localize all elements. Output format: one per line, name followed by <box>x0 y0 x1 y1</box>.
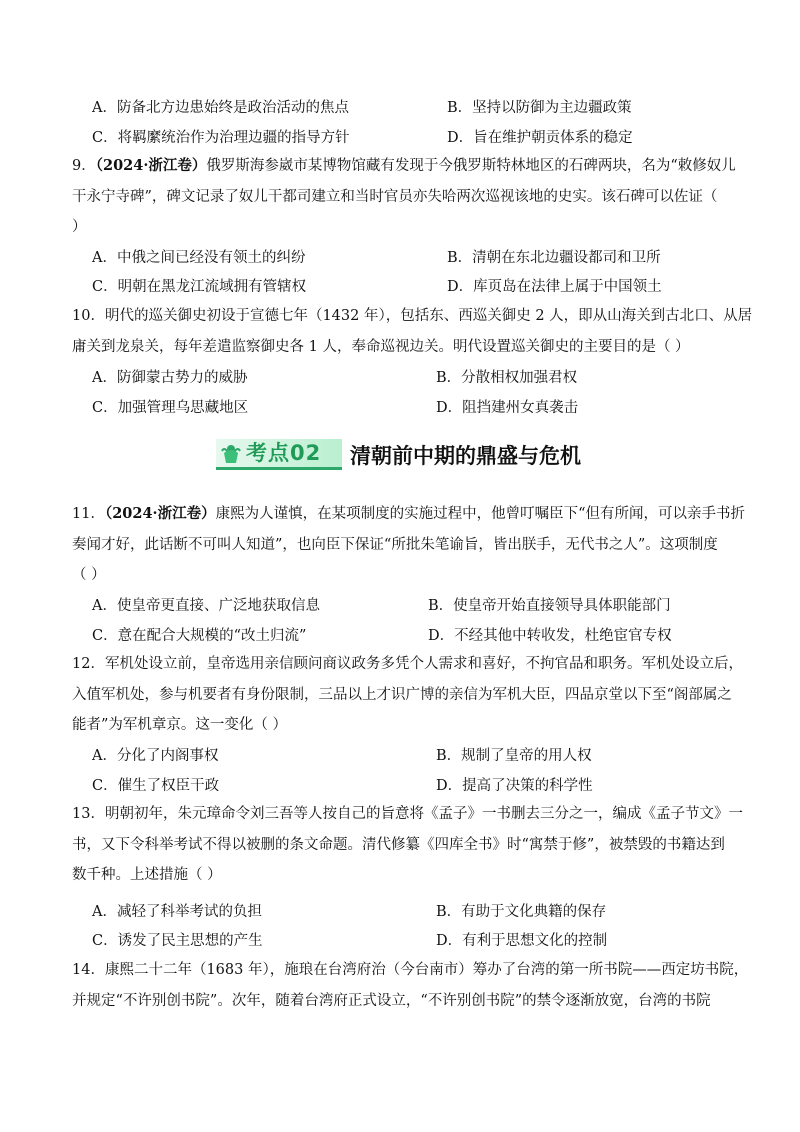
q14-line-2: 并规定“不许别创书院”。次年，随着台湾府正式设立，“不许别创书院”的禁令逐渐放宽，台湾的书院 <box>72 993 711 1009</box>
q11-option-d: D．不经其他中转收发，杜绝宦官专权 <box>428 628 672 644</box>
q9-option-c: C．明朝在黑龙江流域拥有管辖权 <box>92 279 307 295</box>
q9-option-d: D．库页岛在法律上属于中国领土 <box>447 279 662 295</box>
section-badge-label: 考点02 <box>246 441 322 465</box>
q12-line-1: 12．军机处设立前，皇帝选用亲信顾问商议政务多凭个人需求和喜好，不拘官品和职务。军机处设立后， <box>72 656 743 672</box>
q9-line-2: 干永宁寺碑”，碑文记录了奴儿干都司建立和当时官员亦失哈两次巡视该地的史实。该石碑可以佐证（ <box>72 189 718 205</box>
q9-option-b: B．清朝在东北边疆设都司和卫所 <box>447 250 661 266</box>
q10-option-d: D．阻挡建州女真袭击 <box>436 400 579 416</box>
q9-source: （2024·浙江卷） <box>95 157 207 174</box>
q8-option-c: C．将羁縻统治作为治理边疆的指导方针 <box>92 130 350 146</box>
q12-option-c: C．催生了权臣干政 <box>92 778 220 794</box>
q8-option-b: B．坚持以防御为主边疆政策 <box>447 100 632 116</box>
q14-line-1: 14．康熙二十二年（1683 年），施琅在台湾府治（今台南市）筹办了台湾的第一所书院——西定坊书院， <box>72 962 749 978</box>
section-badge <box>216 439 342 470</box>
q13-line-3: 数千种。上述措施（ ） <box>72 867 222 883</box>
q12-line-2: 入值军机处，参与机要者有身份限制，三品以上才识广博的亲信为军机大臣，四品京堂以下至“阁部属之 <box>72 687 732 703</box>
q12-option-b: B．规制了皇帝的用人权 <box>436 748 592 764</box>
q10-option-b: B．分散相权加强君权 <box>436 370 578 386</box>
q11-number: 11． <box>72 506 105 522</box>
q11-option-a: A．使皇帝更直接、广泛地获取信息 <box>92 598 320 614</box>
q11-line-1 <box>72 504 745 524</box>
q11-text-1: 康熙为人谨慎，在某项制度的实施过程中，他曾叮嘱臣下“但有所闻，可以亲手书折 <box>215 506 746 522</box>
q12-option-d: D．提高了决策的科学性 <box>436 778 593 794</box>
q9-number: 9． <box>72 158 96 174</box>
q9-line-1 <box>72 156 736 176</box>
q9-option-a: A．中俄之间已经没有领土的纠纷 <box>92 250 306 266</box>
q11-line-2: 奏闻才好，此话断不可叫人知道”，也向臣下保证“所批朱笔谕旨，皆出朕手，无代书之人”。这项制度 <box>72 537 718 553</box>
q10-line-2: 庸关到龙泉关，每年差遣监察御史各 1 人，奉命巡视边关。明代设置巡关御史的主要目的是（ ） <box>72 339 690 355</box>
q9-text-1: 俄罗斯海参崴市某博物馆藏有发现于今俄罗斯特林地区的石碑两块，名为“敕修奴儿 <box>206 158 736 174</box>
q13-line-1: 13．明朝初年，朱元璋命令刘三吾等人按自己的旨意将《孟子》一书删去三分之一，编成《孟子节文》一 <box>72 806 743 822</box>
q9-line-3: ） <box>72 219 87 235</box>
q10-option-c: C．加强管理乌思藏地区 <box>92 400 249 416</box>
q10-option-a: A．防御蒙古势力的威胁 <box>92 370 248 386</box>
q11-line-3: （ ） <box>72 567 106 583</box>
q13-option-a: A．减轻了科举考试的负担 <box>92 904 262 920</box>
q8-option-a: A．防备北方边患始终是政治活动的焦点 <box>92 100 349 116</box>
q8-option-d: D．旨在维护朝贡体系的稳定 <box>447 130 633 146</box>
q13-option-c: C．诱发了民主思想的产生 <box>92 933 263 949</box>
section-title: 清朝前中期的鼎盛与危机 <box>350 444 581 468</box>
q13-option-d: D．有利于思想文化的控制 <box>436 933 608 949</box>
q13-option-b: B．有助于文化典籍的保存 <box>436 904 607 920</box>
q10-line-1: 10．明代的巡关御史初设于宣德七年（1432 年），包括东、西巡关御史 2 人，即从山海关到古北口、从居 <box>72 308 753 324</box>
q12-line-3: 能者”为军机章京。这一变化（ ） <box>72 717 288 733</box>
q11-source: （2024·浙江卷） <box>104 505 216 522</box>
q13-line-2: 书，又下令科举考试不得以被删的条文命题。清代修纂《四库全书》时“寓禁于修”，被禁毁的书籍达到 <box>72 837 725 853</box>
sprout-icon <box>220 441 242 465</box>
q12-option-a: A．分化了内阁事权 <box>92 748 219 764</box>
q11-option-c: C．意在配合大规模的“改土归流” <box>92 628 307 644</box>
q11-option-b: B．使皇帝开始直接领导具体职能部门 <box>428 598 671 614</box>
section-header <box>216 436 616 476</box>
